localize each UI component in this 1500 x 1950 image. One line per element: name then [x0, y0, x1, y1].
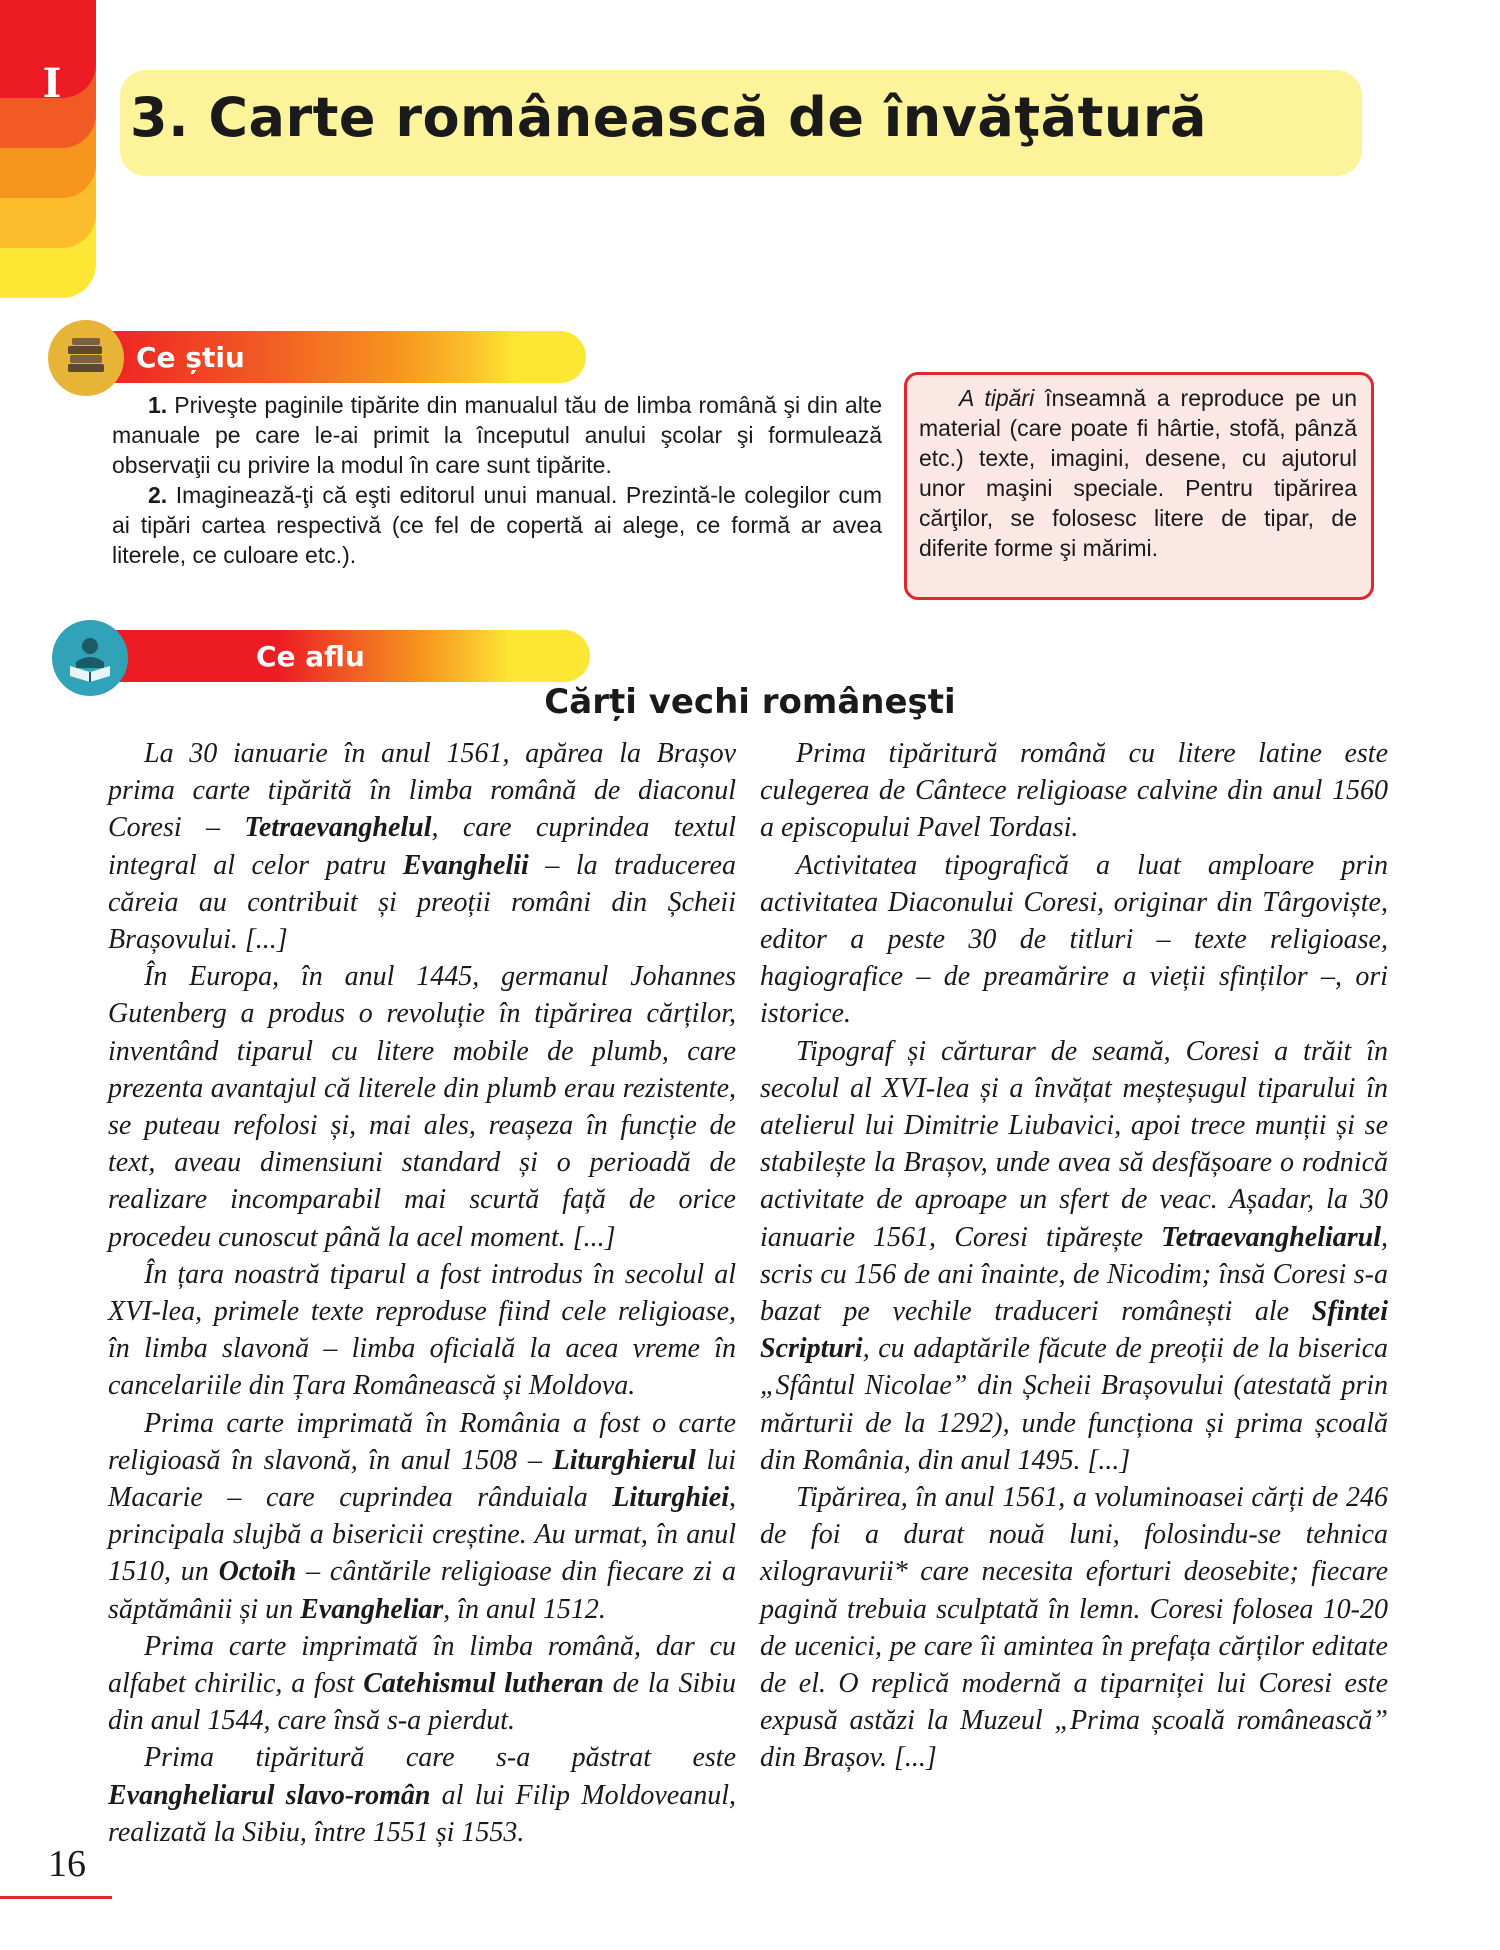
question-2-number: 2.	[148, 482, 168, 508]
page-number-underline	[0, 1896, 112, 1899]
left-column-paragraph	[108, 1739, 736, 1851]
left-column-paragraph	[108, 1628, 736, 1740]
page-number: 16	[48, 1843, 86, 1885]
definition-term: A tipări	[959, 385, 1035, 411]
paragraph-text: , scris cu 156 de ani înainte, de Nicodim; însă Coresi s-a bazat pe vechile traduceri românești ale	[760, 1221, 1388, 1328]
bold-term: Evangheliar	[300, 1593, 444, 1625]
question-1	[112, 390, 882, 480]
definition-box	[904, 372, 1374, 600]
right-column-paragraph	[760, 1033, 1388, 1479]
question-2-text: Imaginează-ţi că eşti editorul unui manual. Prezintă-le colegilor cum ai tipări cartea respectivă (ce fel de copertă ai alege, ce formă ar avea literele, ce culoare etc.).	[112, 482, 882, 568]
question-1-text: Priveşte paginile tipărite din manualul tău de limba română şi din alte manuale pe care le-ai primit la începutul anului şcolar şi formulează observaţii cu privire la modul în care sunt tipărite.	[112, 392, 882, 478]
article-right-column	[760, 735, 1388, 1777]
paragraph-text: de la Sibiu din anul 1544, care însă s-a pierdut.	[108, 1668, 737, 1737]
bold-term: Catehismul lutheran	[363, 1668, 604, 1700]
bold-term: Sfintei Scripturi	[760, 1296, 1388, 1365]
question-1-number: 1.	[148, 392, 168, 418]
article-title: Cărți vechi româneşti	[544, 682, 956, 722]
bold-term: Tetraevanghelul	[244, 812, 432, 844]
paragraph-text: Activitatea tipografică a luat amploare prin activitatea Diaconului Coresi, originar din Târgoviște, editor a peste 30 de titluri – texte religioase, hagiografice – de preamărire a vieții sfinților –, ori istorice.	[760, 849, 1388, 1030]
paragraph-text: – cântările religioase din fiecare zi a săptămânii și un	[108, 1556, 736, 1625]
left-column-paragraph	[108, 735, 736, 958]
paragraph-text: , în anul 1512.	[443, 1593, 606, 1625]
right-column-paragraph	[760, 735, 1388, 847]
paragraph-text: Tipărirea, în anul 1561, a voluminoasei cărți de 246 de foi a durat nouă luni, folosindu-se tehnica xilogravurii* care necesita eforturi deosebite; fiecare pagină trebuia sculptată în lemn. Coresi folosea 10-20 de ucenici, pe care îi amintea în prefața cărților editate de el. O replică modernă a tiparniței lui Coresi este expusă astăzi la Muzeul „Prima școală românească” din Brașov. [...]	[760, 1482, 1388, 1774]
section-title-ce-stiu: Ce știu	[136, 341, 245, 374]
paragraph-text: În Europa, în anul 1445, germanul Johannes Gutenberg a produs o revoluție în tipărirea cărților, inventând tiparul cu litere mobile de plumb, care prezenta avantajul că literele din plumb erau rezistente, se puteau refolosi și, mai ales, reașeza în funcție de text, aveau dimensiuni standard și o perioadă de realizare incomparabil mai scurtă față de orice procedeu cunoscut până la acel moment. [...]	[108, 961, 736, 1253]
paragraph-text: lui Macarie – care cuprindea rânduiala	[108, 1444, 737, 1514]
definition-text: înseamnă a reproduce pe un material (care poate fi hârtie, stofă, pânză etc.) texte, imagini, desene, cu ajutorul unor maşini speciale. Pentru tipărirea cărţilor, se folosesc litere de tipar, de diferite forme şi mărimi.	[919, 385, 1358, 561]
paragraph-text: Prima tipăritură română cu litere latine este culegerea de Cântece religioase calvine din anul 1560 a episcopului Pavel Tordasi.	[760, 738, 1388, 844]
left-column-paragraph	[108, 1256, 736, 1405]
books-stack-icon	[48, 320, 124, 396]
left-column-paragraph	[108, 958, 736, 1256]
article-left-column	[108, 735, 736, 1851]
paragraph-text: , care cuprindea textul integral al celor patru	[108, 812, 736, 881]
bold-term: Evanghelii	[402, 849, 529, 881]
paragraph-text: , cu adaptările făcute de preoții de la biserica „Sfântul Nicolae” din Șcheii Brașovului (atestată prin mărturii de la 1292), unde funcționa și prima școală din România, din anul 1495. [...]	[760, 1333, 1388, 1476]
right-column-paragraph	[760, 1479, 1388, 1777]
paragraph-text: În țara noastră tiparul a fost introdus în secolul al XVI-lea, primele texte reproduse fiind cele religioase, în limba slavonă – limba oficială la acea vreme în cancelariile din Țara Românească și Moldova.	[108, 1258, 736, 1402]
paragraph-text: Tipograf și cărturar de seamă, Coresi a trăit în secolul al XVI-lea și a învățat meșteșugul tiparului în atelierul lui Dimitrie Liubavici, apoi trece munții și se stabilește la Brașov, unde avea să desfășoare o rodnică activitate de aproape un sfert de veac. Așadar, la 30 ianuarie 1561, Coresi tipărește	[760, 1035, 1388, 1253]
left-column-paragraph	[108, 1405, 736, 1628]
paragraph-text: Prima carte imprimată în România a fost o carte religioasă în slavonă, în anul 1508 –	[108, 1407, 736, 1476]
lesson-title: 3. Carte românească de învăţătură	[130, 86, 1207, 149]
bold-term: Tetraevangheliarul	[1161, 1221, 1381, 1253]
section-title-ce-aflu: Ce aflu	[256, 640, 365, 673]
bold-term: Liturghiei	[612, 1482, 729, 1514]
paragraph-text: La 30 ianuarie în anul 1561, apărea la Brașov prima carte tipărită în limba română de diaconul Coresi –	[108, 738, 736, 844]
bold-term: Octoih	[218, 1556, 297, 1588]
paragraph-text: Prima carte imprimată în limba română, dar cu alfabet chirilic, a fost	[108, 1630, 736, 1700]
paragraph-text: al lui Filip Moldoveanul, realizată la Sibiu, între 1551 și 1553.	[108, 1779, 736, 1848]
paragraph-text: , principala slujbă a bisericii creștine. Au urmat, în anul 1510, un	[108, 1482, 736, 1588]
questions-block	[112, 390, 882, 570]
bold-term: Liturghierul	[552, 1444, 696, 1476]
paragraph-text: Prima tipăritură care s-a păstrat este	[144, 1742, 736, 1774]
bold-term: Evangheliarul slavo-român	[108, 1779, 431, 1811]
question-2	[112, 480, 882, 570]
chapter-number: I	[42, 60, 62, 107]
right-column-paragraph	[760, 847, 1388, 1033]
paragraph-text: – la traducerea căreia au contribuit și preoții români din Șcheii Brașovului. [...]	[108, 849, 736, 956]
